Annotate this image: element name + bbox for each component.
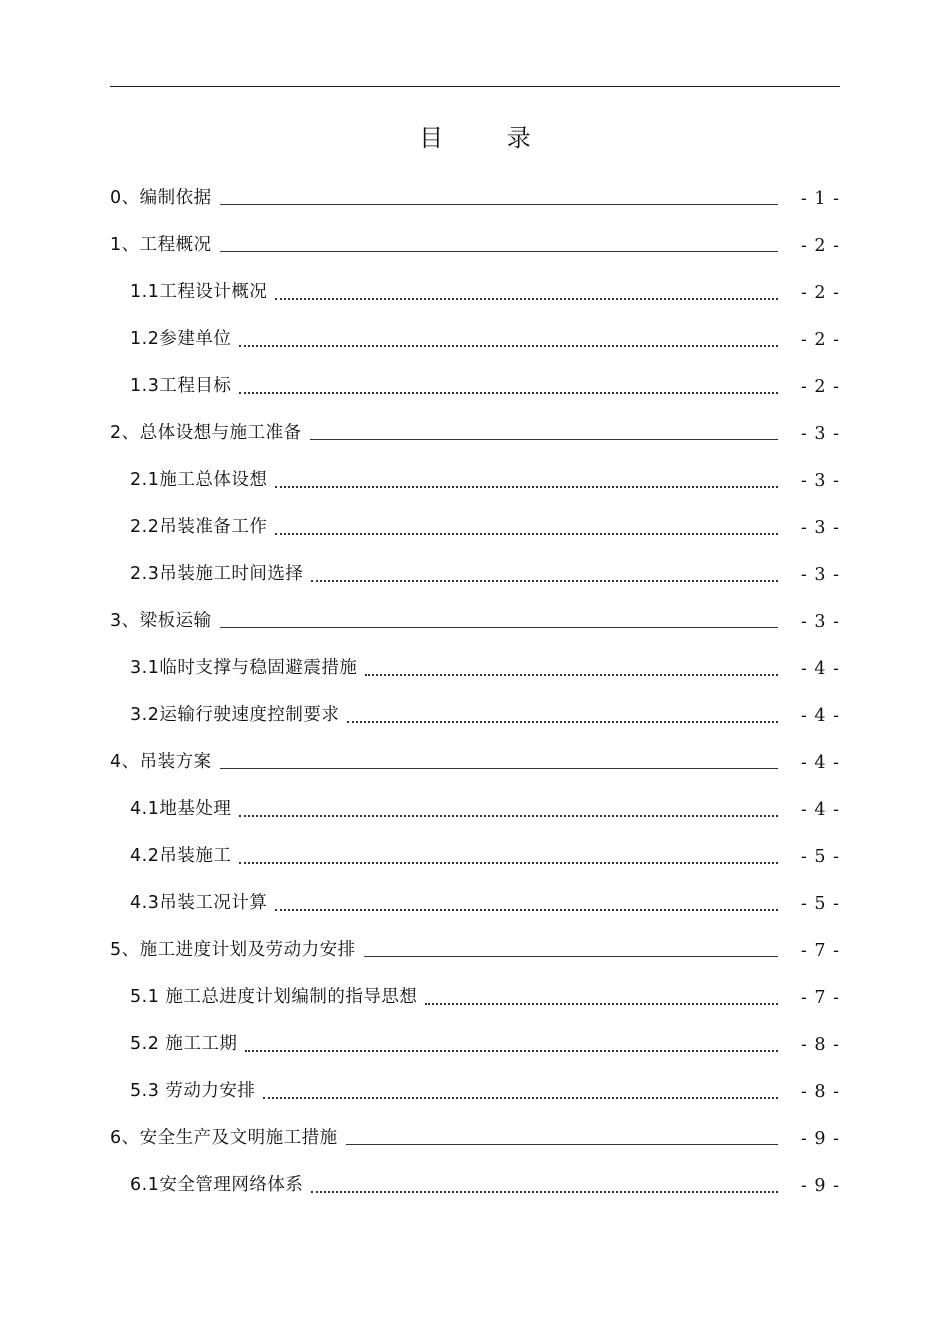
toc-entry-label: 3.2运输行驶速度控制要求 (130, 705, 340, 725)
toc-leader-dots (245, 1050, 778, 1052)
toc-entry-page: - 2 - (800, 236, 840, 256)
toc-entry-label: 2.1施工总体设想 (130, 470, 268, 490)
toc-entry-page: - 8 - (800, 1035, 840, 1055)
toc-subentry[interactable] (110, 830, 840, 877)
toc-entry[interactable] (110, 1112, 840, 1159)
toc-entry-label: 0、编制依据 (110, 188, 212, 208)
toc-leader-dots (239, 345, 778, 347)
toc-entry[interactable] (110, 407, 840, 454)
toc-subentry[interactable] (110, 266, 840, 313)
toc-subentry[interactable] (110, 642, 840, 689)
toc-leader-dots (239, 392, 778, 394)
toc-leader-line (346, 1144, 778, 1145)
toc-entry-label: 6、安全生产及文明施工措施 (110, 1128, 338, 1148)
toc-subentry[interactable] (110, 313, 840, 360)
toc-entry-page: - 4 - (800, 753, 840, 773)
toc-leader-dots (275, 298, 778, 300)
toc-entry-page: - 3 - (800, 424, 840, 444)
toc-entry-label: 5.2 施工工期 (130, 1034, 238, 1054)
toc-entry-label: 4、吊装方案 (110, 752, 212, 772)
toc-entry-page: - 8 - (800, 1082, 840, 1102)
toc-entry-page: - 3 - (800, 612, 840, 632)
toc-subentry[interactable] (110, 877, 840, 924)
toc-leader-line (364, 956, 778, 957)
toc-entry-page: - 4 - (800, 706, 840, 726)
toc-entry[interactable] (110, 219, 840, 266)
toc-leader-dots (425, 1003, 778, 1005)
toc-leader-line (310, 439, 778, 440)
toc-leader-dots (311, 1191, 778, 1193)
toc-entry-page: - 4 - (800, 800, 840, 820)
toc-entry-page: - 3 - (800, 565, 840, 585)
toc-entry-label: 3.1临时支撑与稳固避震措施 (130, 658, 358, 678)
toc-entry-label: 2.2吊装准备工作 (130, 517, 268, 537)
toc-entry[interactable] (110, 595, 840, 642)
toc-subentry[interactable] (110, 1159, 840, 1206)
toc-leader-line (220, 627, 778, 628)
toc-leader-dots (275, 909, 778, 911)
toc-subentry[interactable] (110, 360, 840, 407)
toc-subentry[interactable] (110, 1065, 840, 1112)
toc-entry-page: - 9 - (800, 1129, 840, 1149)
toc-entry-label: 5.1 施工总进度计划编制的指导思想 (130, 987, 418, 1007)
toc-leader-dots (275, 533, 778, 535)
toc-entry-label: 2.3吊装施工时间选择 (130, 564, 304, 584)
toc-entry-page: - 7 - (800, 941, 840, 961)
toc-entry-page: - 3 - (800, 471, 840, 491)
toc-leader-dots (311, 580, 778, 582)
toc-entry-label: 2、总体设想与施工准备 (110, 423, 302, 443)
toc-subentry[interactable] (110, 454, 840, 501)
toc-leader-line (220, 204, 778, 205)
toc-entry-label: 3、梁板运输 (110, 611, 212, 631)
toc-leader-dots (239, 815, 778, 817)
toc-subentry[interactable] (110, 971, 840, 1018)
toc-entry-page: - 5 - (800, 894, 840, 914)
toc-subentry[interactable] (110, 689, 840, 736)
toc-entry[interactable] (110, 924, 840, 971)
toc-entry-page: - 3 - (800, 518, 840, 538)
toc-entry-label: 1.2参建单位 (130, 329, 232, 349)
toc-entry-page: - 4 - (800, 659, 840, 679)
toc-leader-dots (347, 721, 778, 723)
toc-entry-label: 4.2吊装施工 (130, 846, 232, 866)
toc-leader-line (220, 251, 778, 252)
toc-entry-page: - 2 - (800, 283, 840, 303)
toc-entry-page: - 2 - (800, 330, 840, 350)
toc-leader-dots (263, 1097, 778, 1099)
table-of-contents (110, 172, 840, 1206)
toc-entry-label: 6.1安全管理网络体系 (130, 1175, 304, 1195)
toc-entry-label: 5.3 劳动力安排 (130, 1081, 256, 1101)
toc-entry-page: - 2 - (800, 377, 840, 397)
toc-entry[interactable] (110, 736, 840, 783)
toc-entry-page: - 5 - (800, 847, 840, 867)
toc-subentry[interactable] (110, 548, 840, 595)
toc-leader-dots (365, 674, 778, 676)
header-rule (110, 86, 840, 87)
page-title: 目 录 (419, 124, 559, 152)
toc-subentry[interactable] (110, 1018, 840, 1065)
toc-entry-label: 4.1地基处理 (130, 799, 232, 819)
toc-entry-label: 4.3吊装工况计算 (130, 893, 268, 913)
toc-leader-dots (239, 862, 778, 864)
toc-entry[interactable] (110, 172, 840, 219)
toc-entry-page: - 7 - (800, 988, 840, 1008)
toc-entry-label: 1.1工程设计概况 (130, 282, 268, 302)
toc-entry-label: 1、工程概况 (110, 235, 212, 255)
toc-entry-page: - 1 - (800, 189, 840, 209)
toc-leader-dots (275, 486, 778, 488)
toc-subentry[interactable] (110, 501, 840, 548)
toc-leader-line (220, 768, 778, 769)
toc-subentry[interactable] (110, 783, 840, 830)
toc-entry-label: 1.3工程目标 (130, 376, 232, 396)
toc-entry-page: - 9 - (800, 1176, 840, 1196)
toc-entry-label: 5、施工进度计划及劳动力安排 (110, 940, 356, 960)
